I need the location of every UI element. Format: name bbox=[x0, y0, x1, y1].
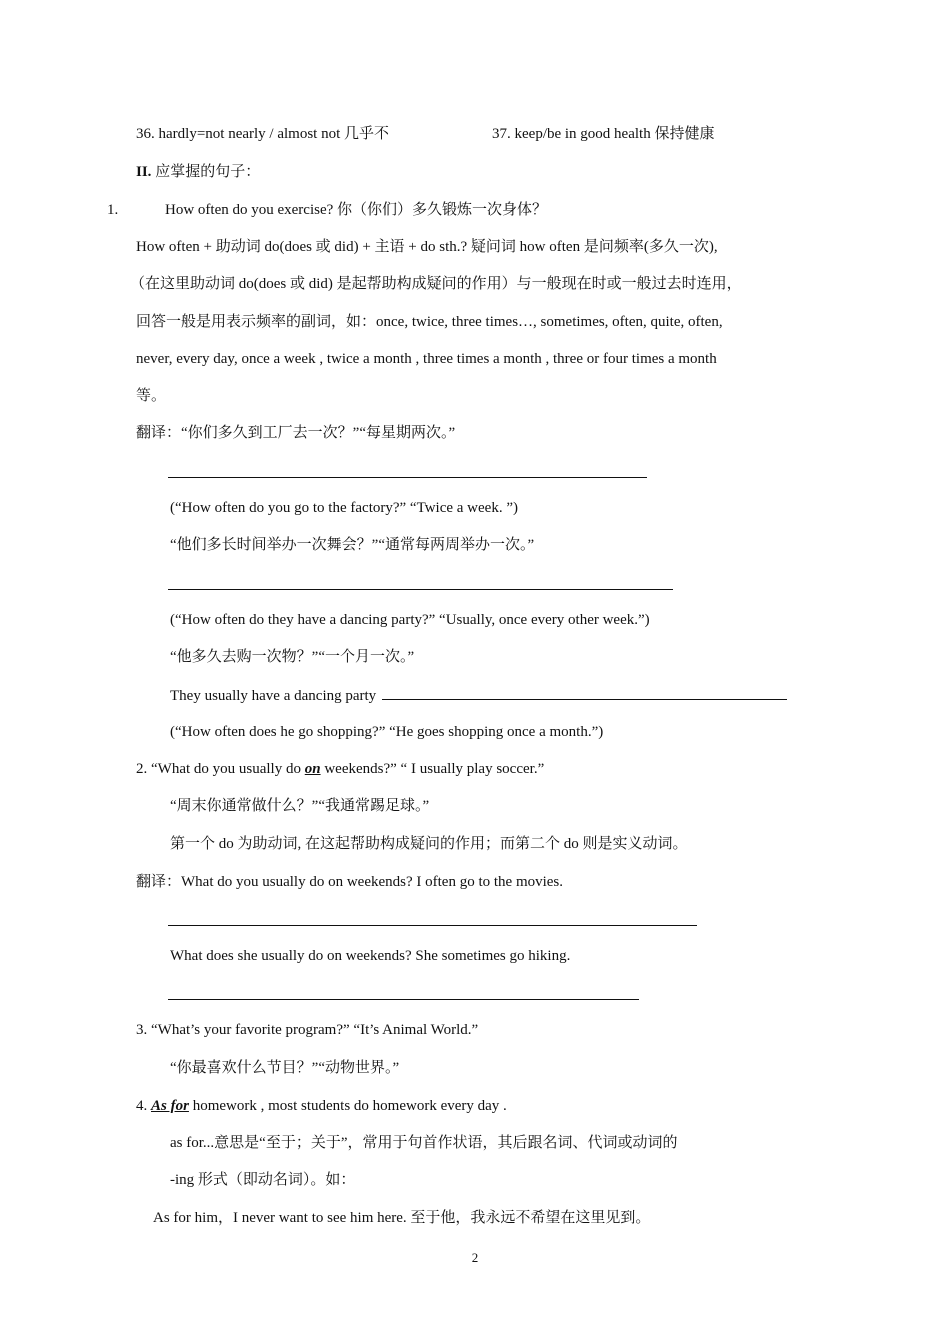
answer-blank[interactable] bbox=[168, 999, 639, 1000]
item-4-example: As for him，I never want to see him here. 至于他，我永远不希望在这里见到。 bbox=[153, 1210, 651, 1226]
explanation-line-4: never, every day, once a week , twice a month , three times a month , three or four times a month bbox=[136, 351, 717, 367]
item-4-note-1: as for...意思是“至于；关于”，常用于句首作状语，其后跟名词、代词或动词的 bbox=[170, 1135, 678, 1151]
vocab-item-36: 36. hardly=not nearly / almost not 几乎不 bbox=[136, 126, 390, 142]
item-1-number: 1. bbox=[107, 202, 119, 218]
item-3-sentence: 3. “What’s your favorite program?” “It’s Animal World.” bbox=[136, 1022, 479, 1038]
section-number: II. bbox=[136, 164, 152, 180]
translation-2-answer: (“How often do they have a dancing party?” “Usually, once every other week.”) bbox=[170, 612, 650, 628]
item-1-heading: How often do you exercise? 你（你们）多久锻炼一次身体？ bbox=[165, 202, 548, 218]
translation-label: 翻译： bbox=[136, 874, 182, 890]
item-2-translation bbox=[136, 872, 563, 892]
item-2-text-start: 2. “What do you usually do bbox=[136, 761, 305, 777]
translation-1-prompt bbox=[136, 423, 455, 443]
item-3-chinese: “你最喜欢什么节目？”“动物世界。” bbox=[170, 1060, 400, 1076]
answer-blank[interactable] bbox=[168, 589, 673, 590]
translation-label: 翻译： bbox=[136, 425, 182, 441]
item-2-chinese: “周末你通常做什么？”“我通常踢足球。” bbox=[170, 798, 430, 814]
page-number: 2 bbox=[471, 1250, 479, 1265]
item-2-text-end: weekends?” “ I usually play soccer.” bbox=[320, 761, 545, 777]
section-heading bbox=[136, 162, 260, 182]
item-2-translation-1: What do you usually do on weekends? I often go to the movies. bbox=[181, 874, 564, 890]
explanation-line-3: 回答一般是用表示频率的副词，如：once, twice, three times…, sometimes, often, quite, often, bbox=[136, 314, 723, 330]
item-2-sentence bbox=[136, 759, 544, 779]
explanation-line-1: How often + 助动词 do(does 或 did) + 主语 + do sth.? 疑问词 how often 是问频率(多久一次), bbox=[136, 239, 718, 255]
translation-3-answer: (“How often does he go shopping?” “He goes shopping once a month.”) bbox=[170, 724, 604, 740]
item-4-sentence bbox=[136, 1096, 507, 1116]
answer-blank[interactable] bbox=[168, 477, 647, 478]
answer-blank[interactable] bbox=[168, 925, 697, 926]
section-title: 应掌握的句子： bbox=[155, 164, 261, 180]
translation-2-chinese: “他们多长时间举办一次舞会？”“通常每两周举办一次。” bbox=[170, 537, 535, 553]
explanation-line-2: （在这里助动词 do(does 或 did) 是起帮助构成疑问的作用）与一般现在时或一般过去时连用， bbox=[130, 276, 742, 292]
translation-3-chinese: “他多久去购一次物？”“一个月一次。” bbox=[170, 649, 415, 665]
answer-blank[interactable] bbox=[382, 685, 787, 700]
item-4-text: homework , most students do homework every day . bbox=[188, 1098, 507, 1114]
item-4-emphasis: As for bbox=[151, 1098, 189, 1114]
item-4-number: 4. bbox=[136, 1098, 151, 1114]
translation-3-prompt: They usually have a dancing party bbox=[170, 688, 377, 704]
item-2-translation-2: What does she usually do on weekends? She sometimes go hiking. bbox=[170, 948, 571, 964]
item-2-note: 第一个 do 为助动词, 在这起帮助构成疑问的作用；而第二个 do 则是实义动词。 bbox=[170, 836, 688, 852]
explanation-line-5: 等。 bbox=[136, 388, 167, 404]
item-4-note-2: -ing 形式（即动名词）。如： bbox=[170, 1172, 356, 1188]
translation-1-answer: (“How often do you go to the factory?” “Twice a week. ”) bbox=[170, 500, 518, 516]
vocab-item-37: 37. keep/be in good health 保持健康 bbox=[492, 126, 715, 142]
item-2-emphasis: on bbox=[304, 761, 321, 777]
translation-1-chinese: “你们多久到工厂去一次？”“每星期两次。” bbox=[181, 425, 456, 441]
translation-3-prompt-line bbox=[170, 685, 787, 706]
